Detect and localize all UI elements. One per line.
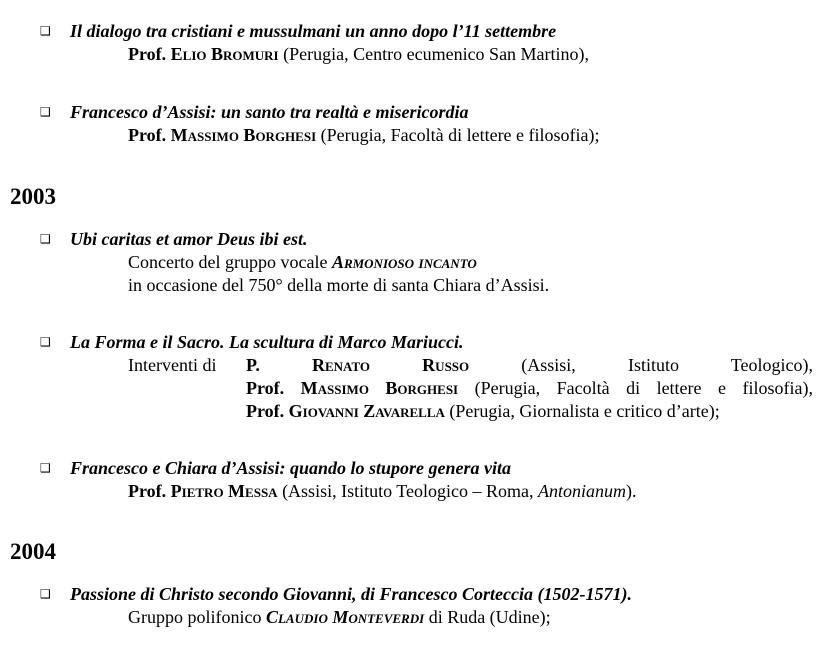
event-title: Francesco d’Assisi: un santo tra realtà e misericordia	[70, 102, 469, 122]
detail-text: Gruppo polifonico	[128, 607, 266, 627]
detail-text: Concerto del gruppo vocale	[128, 252, 332, 272]
speaker-detail: (Perugia, Centro ecumenico San Martino),	[278, 44, 590, 64]
speaker-name: Renato Russo	[312, 355, 470, 375]
detail-text: di Ruda (Udine);	[424, 607, 551, 627]
event-detail-line	[128, 606, 551, 628]
speaker-prefix: Prof.	[128, 44, 171, 64]
speaker-detail-end: ).	[625, 481, 637, 501]
speaker-line	[246, 354, 813, 376]
speaker-name: Pietro Messa	[170, 481, 278, 501]
year-heading: 2003	[10, 184, 56, 209]
bullet-icon: ❑	[40, 105, 51, 119]
event-title: Francesco e Chiara d’Assisi: quando lo stupore genera vita	[70, 458, 512, 478]
bullet-icon: ❑	[40, 461, 51, 475]
speaker-name: Giovanni Zavarella	[288, 401, 445, 421]
ensemble-name: Claudio Monteverdi	[265, 607, 425, 627]
event-title: Ubi caritas et amor Deus ibi est.	[70, 229, 308, 249]
bullet-icon: ❑	[40, 335, 51, 349]
speaker-line	[246, 400, 720, 422]
bullet-icon: ❑	[40, 587, 51, 601]
speaker-detail: (Perugia, Giornalista e critico d’arte);	[444, 401, 720, 421]
speaker-detail: (Assisi, Istituto Teologico),	[469, 355, 813, 375]
bullet-icon: ❑	[40, 24, 51, 38]
speaker-detail-italic: Antonianum	[537, 481, 626, 501]
speaker-detail: (Assisi, Istituto Teologico – Roma,	[277, 481, 538, 501]
speaker-prefix: Prof.	[128, 481, 171, 501]
year-heading: 2004	[10, 539, 56, 564]
event-title: Il dialogo tra cristiani e mussulmani un anno dopo l’11 settembre	[70, 21, 557, 41]
speaker-line	[128, 480, 636, 502]
event-detail-line	[128, 251, 477, 273]
speaker-line	[128, 43, 589, 65]
speaker-line	[246, 377, 813, 399]
speaker-prefix: Prof.	[246, 401, 289, 421]
speaker-detail: (Perugia, Facoltà di lettere e filosofia),	[458, 378, 813, 398]
speaker-detail: (Perugia, Facoltà di lettere e filosofia);	[316, 125, 600, 145]
speaker-name: Elio Bromuri	[170, 44, 279, 64]
speaker-line	[128, 124, 600, 146]
bullet-icon: ❑	[40, 232, 51, 246]
speaker-name: Massimo Borghesi	[170, 125, 317, 145]
ensemble-name: Armonioso incanto	[331, 252, 477, 272]
speaker-prefix: Prof.	[246, 378, 301, 398]
speaker-prefix: Prof.	[128, 125, 171, 145]
interventi-label: Interventi di	[128, 355, 217, 375]
event-title: Passione di Christo secondo Giovanni, di Francesco Corteccia (1502-1571).	[70, 584, 632, 604]
event-detail-line: in occasione del 750° della morte di santa Chiara d’Assisi.	[128, 275, 550, 295]
speaker-prefix: P.	[246, 355, 312, 375]
speaker-name: Massimo Borghesi	[300, 378, 459, 398]
event-title: La Forma e il Sacro. La scultura di Marco Mariucci.	[70, 332, 464, 352]
